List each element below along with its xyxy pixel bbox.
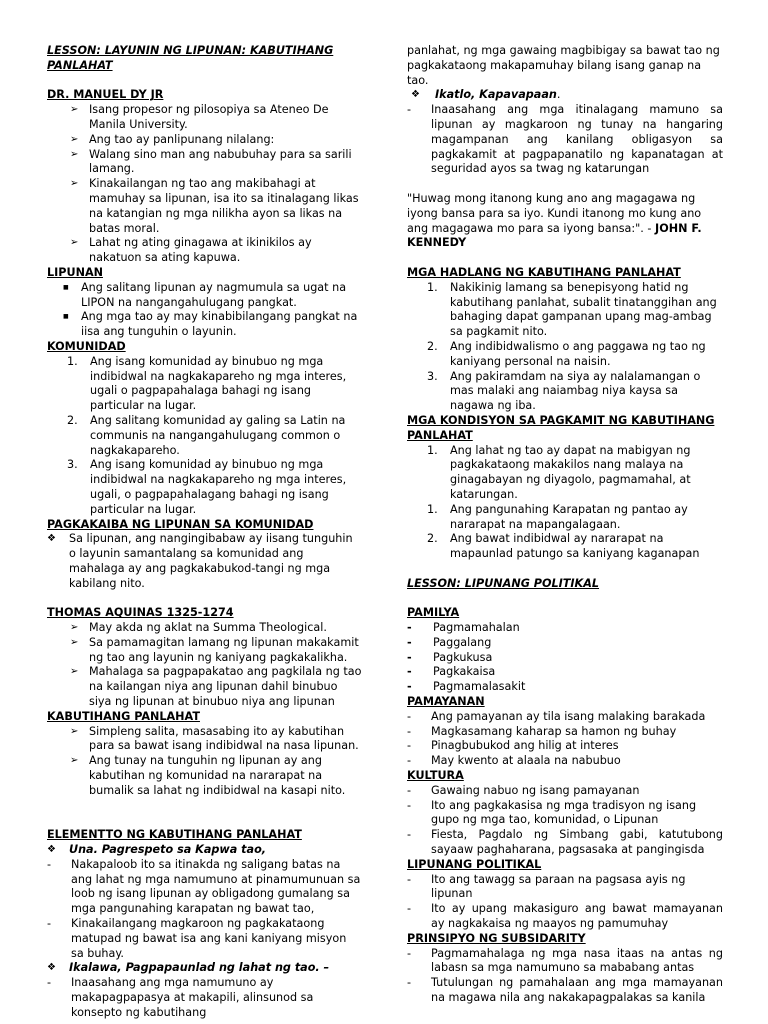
- dash-bullet: -: [407, 754, 412, 768]
- dash-bullet: -: [407, 976, 412, 990]
- list-item: ➢ Kinakailangan ng tao ang makibahagi at mamuhay sa lipunan, isa ito sa itinalagang likas na katangian ng mga nilikha ayon sa likas na batas moral.: [70, 177, 359, 235]
- list-item: - Ang pamayanan ay tila isang malaking barakada: [407, 709, 706, 723]
- list-item: ■ Ang mga tao ay may kinabibilangang pangkat na iisa ang tunguhin o layunin.: [63, 310, 358, 339]
- arrow-bullet-icon: ➢: [70, 725, 79, 737]
- square-bullet-icon: ■: [63, 313, 69, 321]
- diamond-bullet-icon: ❖: [47, 844, 56, 856]
- list-item: ➢ Sa pamamagitan lamang ng lipunan makakamit ng tao ang layunin ng kaniyang pagkakalikha.: [70, 635, 359, 664]
- continued-text: panlahat, ng mga gawaing magbibigay sa bawat tao ng pagkakataong makapamuhay bilang isang ganap na tao.: [407, 44, 720, 87]
- diamond-bullet-icon: ❖: [47, 962, 56, 974]
- dash-bullet: -: [407, 709, 412, 723]
- list-number: 1.: [427, 280, 438, 294]
- arrow-bullet-icon: ➢: [70, 237, 79, 249]
- arrow-bullet-icon: ➢: [70, 636, 79, 648]
- square-bullet-icon: ■: [63, 283, 69, 291]
- list-item: - Magkasamang kaharap sa hamon ng buhay: [407, 724, 677, 738]
- list-item: 1. Ang pangunahing Karapatan ng pantao ay nararapat na mapangalagaan.: [427, 502, 688, 531]
- list-item: - Paggalang: [407, 635, 492, 649]
- list-number: 3.: [427, 369, 438, 383]
- list-item: ➢ Lahat ng ating ginagawa at ikinikilos ay nakatuon sa ating kapuwa.: [70, 236, 312, 265]
- lesson-title: LESSON: LAYUNIN NG LIPUNAN: KABUTIHANG PANLAHAT: [47, 44, 334, 72]
- list-item: ➢ Mahalaga sa pagpapakatao ang pagkilala ng tao na kailangan niya ang lipunan dahil binubuo siya ng lipunan at binubuo niya ang lipunan: [70, 665, 362, 709]
- left-column: [47, 44, 362, 1021]
- dash-bullet: -: [47, 857, 52, 871]
- section-heading-hadlang: MGA HADLANG NG KABUTIHANG PANLAHAT: [407, 265, 681, 279]
- dash-bullet: -: [407, 665, 412, 679]
- list-item: 1. Ang isang komunidad ay binubuo ng mga indibidwal na nagkakapareho ng mga interes, ugali o pagpapahalaga bahagi ng isang particular na lugar.: [67, 354, 347, 413]
- lesson-title-2: LESSON: LIPUNANG POLITIKAL: [407, 576, 600, 590]
- list-item: ❖ Sa lipunan, ang nangingibabaw ay iisang tunguhin o layunin samantalang sa komunidad ang mahalaga ay ang pagkakabukod-tangi ng mga kabilang nito.: [47, 532, 353, 590]
- diamond-bullet-icon: ❖: [47, 533, 56, 545]
- arrow-bullet-icon: ➢: [70, 666, 79, 678]
- list-item: - Pagmamahalaga ng mga nasa itaas na antas ng labasn sa mga namumuno sa mababang antas: [407, 946, 723, 975]
- dash-bullet: -: [47, 917, 52, 931]
- arrow-bullet-icon: ➢: [70, 133, 79, 145]
- arrow-bullet-icon: ➢: [70, 755, 79, 767]
- section-heading-komunidad: KOMUNIDAD: [47, 339, 126, 353]
- list-item: 2. Ang bawat indibidwal ay nararapat na mapaunlad patungo sa kaniyang kaganapan: [427, 532, 700, 561]
- section-heading-subsidiarity: PRINSIPYO NG SUBSIDARITY: [407, 931, 586, 945]
- section-heading-politikal: LIPUNANG POLITIKAL: [407, 857, 542, 871]
- list-number: 1.: [427, 502, 438, 516]
- arrow-bullet-icon: ➢: [70, 104, 79, 116]
- list-item: ➢ Walang sino man ang nabubuhay para sa sarili lamang.: [70, 147, 352, 176]
- list-number: 2.: [427, 532, 438, 546]
- list-item: 3. Ang isang komunidad ay binubuo ng mga indibidwal na nagkakapareho ng mga interes, ugali, o pagpapahalagang bahagi ng isang particular na lugar.: [67, 458, 347, 516]
- section-heading-pamayanan: PAMAYANAN: [407, 695, 485, 709]
- dash-bullet: -: [407, 650, 412, 664]
- list-item: - Tutulungan ng pamahalaan ang mga mamayanan na magawa nila ang nakakapagpalakas sa kanila: [407, 976, 723, 1004]
- section-heading-kondisyon: MGA KONDISYON SA PAGKAMIT NG KABUTIHANG: [407, 413, 715, 427]
- list-item: - Inaasahang ang mga itinalagang mamuno sa lipunan ay magkaroon ng tunay na hangaring magampanan ang kanilang obligasyon sa pagkakamit at pagpapanatilo ng kapanatagan at seguridad ayos sa twag ng katarungan: [407, 103, 723, 176]
- dash-bullet: -: [407, 103, 412, 117]
- section-heading-elemento: ELEMENTTO NG KABUTIHANG PANLAHAT: [47, 828, 302, 842]
- list-item: - Inaasahang ang mga namumuno ay makapagpapasya at makapili, alinsunod sa konsepto ng kabutihang: [47, 976, 314, 1019]
- subheading: ❖ Una. Pagrespeto sa Kapwa tao,: [47, 843, 267, 857]
- dash-bullet: -: [407, 872, 412, 886]
- list-item: - Kinakailangang magkaroon ng pagkakataong matupad ng bawat isa ang kani kaniyang misyon sa buhay.: [47, 917, 347, 960]
- list-item: - Ito ang pagkakasisa ng mga tradisyon ng isang gupo ng mga tao, komunidad, o Lipunan: [407, 798, 697, 827]
- list-item: ➢ Ang tunay na tunguhin ng lipunan ay ang kabutihan ng komunidad na nararapat na bumalik sa lahat ng indibidwal na kasapi nito.: [70, 754, 346, 797]
- list-item: 1. Nakikinig lamang sa benepisyong hatid ng kabutihang panlahat, subalit tinatanggihan ang bahaging dapat gampanan upang mag-ambag sa pagkamit nito.: [427, 280, 717, 339]
- dash-bullet: -: [407, 828, 412, 842]
- dash-bullet: -: [407, 739, 412, 753]
- diamond-bullet-icon: ❖: [411, 89, 420, 101]
- section-heading-lipunan: LIPUNAN: [47, 265, 103, 279]
- dash-bullet: -: [407, 680, 412, 694]
- dash-bullet: -: [407, 798, 412, 812]
- list-number: 3.: [67, 458, 78, 472]
- section-heading-pagkakaiba: PAGKAKAIBA NG LIPUNAN SA KOMUNIDAD: [47, 517, 314, 531]
- section-heading-kultura: KULTURA: [407, 769, 464, 783]
- arrow-bullet-icon: ➢: [70, 178, 79, 190]
- list-item: 1. Ang lahat ng tao ay dapat na mabigyan ng pagkakataong makakilos nang malaya na ginagabayan ng diyagolo, pagmamahal, at katarungan.: [427, 443, 691, 501]
- right-column: [407, 44, 723, 1006]
- dash-bullet: -: [407, 783, 412, 797]
- list-item: - Ito ang tawagg sa paraan na pagsasa ayis ng lipunan: [407, 872, 686, 901]
- list-item: - Ito ay upang makasiguro ang bawat mamayanan ay nagkakaisa ng maayos ng pamumuhay: [407, 902, 723, 931]
- list-item: - Nakapaloob ito sa itinakda ng saligang batas na ang lahat ng mga namumuno at pinamumunuan sa loob ng isang lipunan ay obligadong gumalang sa mga pangunahing karapatan ng bawat tao,: [47, 857, 361, 916]
- list-number: 2.: [427, 339, 438, 353]
- section-heading-kondisyon-line2: PANLAHAT: [407, 428, 473, 442]
- arrow-bullet-icon: ➢: [70, 622, 79, 634]
- list-item: ➢ Ang tao ay panlipunang nilalang:: [70, 132, 275, 146]
- list-item: - Pagmamalasakit: [407, 680, 526, 694]
- dash-bullet: -: [407, 621, 412, 635]
- list-item: - Pagkukusa: [407, 650, 493, 664]
- list-item: ➢ May akda ng aklat na Summa Theological.: [70, 621, 327, 635]
- section-heading-pamilya: PAMILYA: [407, 606, 460, 620]
- list-item: - Gawaing nabuo ng isang pamayanan: [407, 783, 640, 797]
- quote-author: JOHN F. KENNEDY: [407, 221, 702, 250]
- quote: "Huwag mong itanong kung ano ang magagawa ng iyong bansa para sa iyo. Kundi itanong mo kung ano ang magagawa mo para sa iyong bansa:". - JOHN F. KENNEDY: [407, 191, 702, 250]
- list-item: 2. Ang salitang komunidad ay galing sa Latin na communis na nangangahulugang common o nagkakapareho.: [67, 413, 346, 457]
- list-item: - Pagmamahalan: [407, 621, 520, 635]
- list-number: 2.: [67, 413, 78, 427]
- list-item: 3. Ang pakiramdam na siya ay nalalamangan o mas malaki ang naiambag niya kaysa sa nagawa ng iba.: [427, 369, 701, 413]
- subheading: ❖ Ikatlo, Kapavapaan.: [411, 88, 561, 102]
- dash-bullet: -: [47, 976, 52, 990]
- list-item: - May kwento at alaala na nabubuo: [407, 754, 621, 768]
- list-item: ■ Ang salitang lipunan ay nagmumula sa ugat na LIPON na nangangahulugang pangkat.: [63, 280, 347, 309]
- list-number: 1.: [427, 443, 438, 457]
- dash-bullet: -: [407, 724, 412, 738]
- dash-bullet: -: [407, 946, 412, 960]
- section-heading-dy: DR. MANUEL DY JR: [47, 88, 164, 102]
- dash-bullet: -: [407, 902, 412, 916]
- dash-bullet: -: [407, 635, 412, 649]
- arrow-bullet-icon: ➢: [70, 148, 79, 160]
- list-number: 1.: [67, 354, 78, 368]
- list-item: - Fiesta, Pagdalo ng Simbang gabi, katutubong sayaaw paghaharana, pagsasaka at pangingisda: [407, 828, 723, 857]
- subheading: ❖ Ikalawa, Pagpapaunlad ng lahat ng tao. –: [47, 961, 330, 975]
- list-item: ➢ Simpleng salita, masasabing ito ay kabutihan para sa bawat isang indibidwal na nasa lipunan.: [70, 724, 359, 753]
- list-item: - Pagkakaisa: [407, 665, 496, 679]
- section-heading-kabutihang: KABUTIHANG PANLAHAT: [47, 709, 200, 723]
- list-item: - Pinagbubukod ang hilig at interes: [407, 739, 619, 753]
- section-heading-aquinas: THOMAS AQUINAS 1325-1274: [47, 606, 234, 620]
- list-item: ➢ Isang propesor ng pilosopiya sa Ateneo De Manila University.: [70, 103, 329, 131]
- list-item: 2. Ang indibidwalismo o ang paggawa ng tao ng kaniyang personal na naisin.: [427, 339, 706, 368]
